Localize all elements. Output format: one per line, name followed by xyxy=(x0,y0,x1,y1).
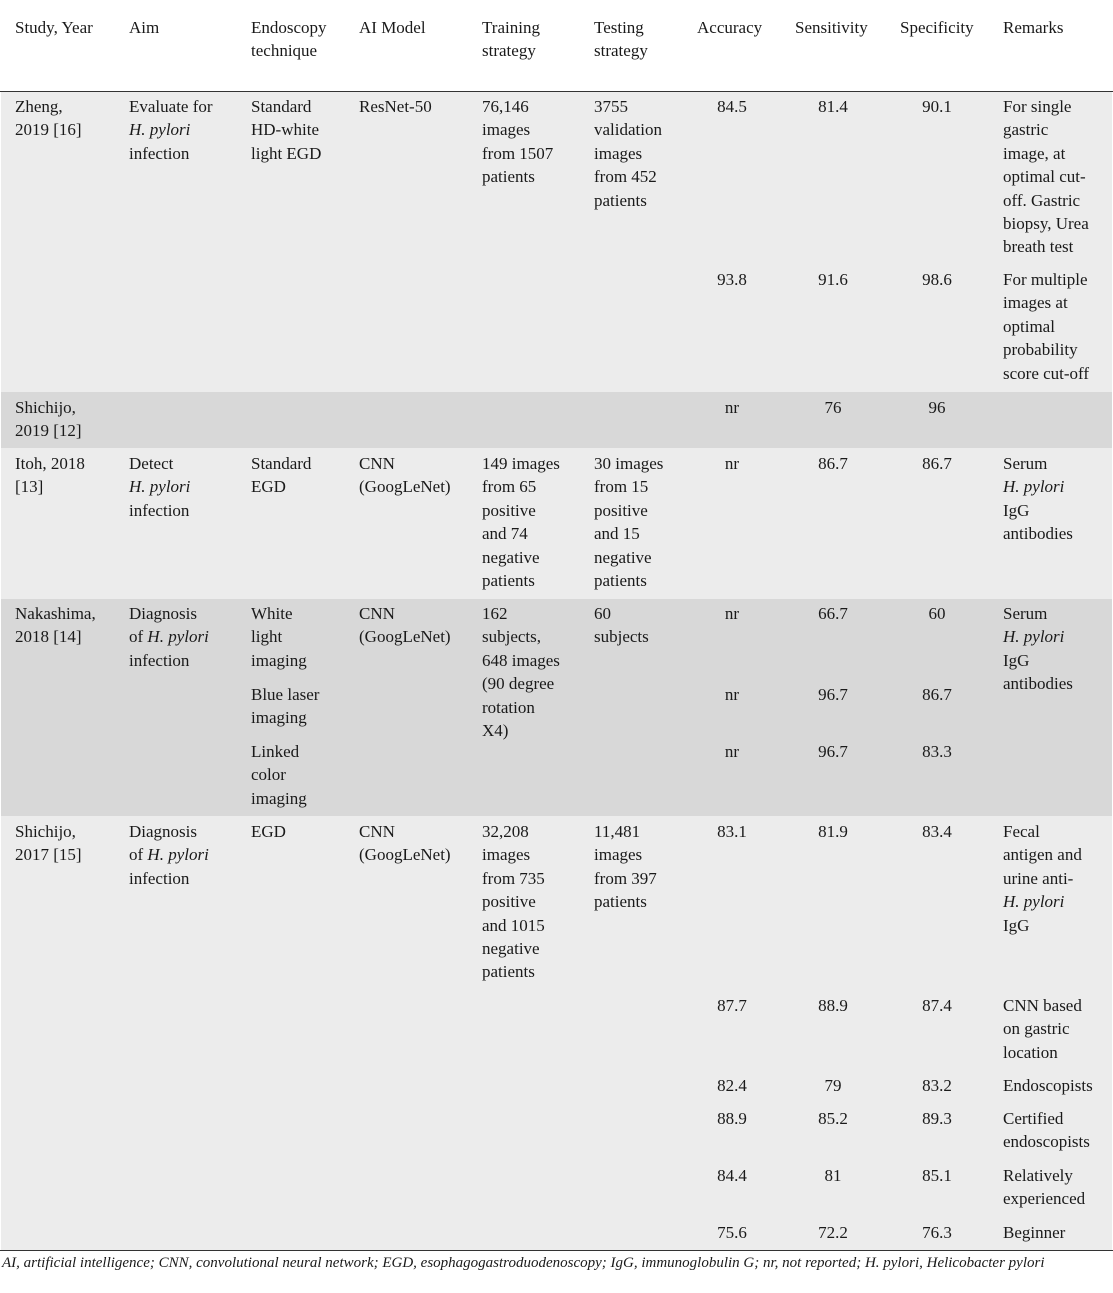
table-header xyxy=(0,0,1113,92)
specificity-cell: 83.4 xyxy=(922,822,952,841)
accuracy-cell: nr xyxy=(724,604,740,623)
study-cell: Nakashima, 2018 [14] xyxy=(15,604,96,647)
specificity-cell: 60 xyxy=(928,604,946,623)
model-cell: ResNet-50 xyxy=(359,97,432,116)
col-header-testing: Testing strategy xyxy=(594,18,648,60)
technique-cell: Linked color imaging xyxy=(251,742,307,808)
col-header-remarks: Remarks xyxy=(1003,18,1064,37)
col-header-accuracy: Accuracy xyxy=(697,18,763,37)
testing-cell: 3755 validation images from 452 patients xyxy=(594,97,662,210)
study-cell: Itoh, 2018 [13] xyxy=(15,454,85,497)
study-cell: Zheng, 2019 [16] xyxy=(15,97,82,140)
testing-cell: 60 subjects xyxy=(594,604,649,647)
col-header-study: Study, Year xyxy=(15,18,93,37)
model-cell: CNN (GoogLeNet) xyxy=(359,822,451,865)
specificity-cell: 86.7 xyxy=(922,685,952,704)
col-header-technique: Endoscopy technique xyxy=(251,18,327,60)
model-cell: CNN (GoogLeNet) xyxy=(359,454,451,497)
accuracy-cell: nr xyxy=(724,685,740,704)
accuracy-cell: 82.4 xyxy=(717,1076,747,1095)
technique-cell: Standard EGD xyxy=(251,454,312,497)
technique-cell: Standard HD-white light EGD xyxy=(251,97,322,163)
col-header-specificity: Specificity xyxy=(900,18,974,37)
remarks-cell: CNN based on gastric location xyxy=(1003,996,1082,1062)
accuracy-cell: 84.4 xyxy=(717,1166,747,1185)
training-cell: 149 images from 65 positive and 74 negative patients xyxy=(482,454,560,591)
col-header-training: Training strategy xyxy=(482,18,540,60)
accuracy-cell: 93.8 xyxy=(717,270,747,289)
specificity-cell: 98.6 xyxy=(922,270,952,289)
remarks-cell: Fecal antigen and urine anti- H. pylori IgG xyxy=(1003,822,1082,935)
specificity-cell: 83.2 xyxy=(922,1076,952,1095)
accuracy-cell: nr xyxy=(724,454,740,473)
aim-cell: Detect H. pylori infection xyxy=(129,454,191,520)
remarks-cell: Certified endoscopists xyxy=(1003,1109,1090,1152)
accuracy-cell: 88.9 xyxy=(717,1109,747,1128)
testing-cell: 11,481 images from 397 patients xyxy=(594,822,657,912)
table-footnote: AI, artificial intelligence; CNN, convolutional neural network; EGD, esophagogastroduodenoscopy; IgG, immunoglobulin G; nr, not reported; H. pylori, Helicobacter pylori xyxy=(2,1255,1045,1271)
aim-cell: Diagnosis of H. pylori infection xyxy=(129,604,209,670)
col-header-aim: Aim xyxy=(129,18,160,37)
accuracy-cell: 87.7 xyxy=(717,996,747,1015)
model-cell: CNN (GoogLeNet) xyxy=(359,604,451,647)
specificity-cell: 83.3 xyxy=(922,742,952,761)
sensitivity-cell: 96.7 xyxy=(818,685,848,704)
sensitivity-cell: 79 xyxy=(824,1076,842,1095)
accuracy-cell: nr xyxy=(724,742,740,761)
training-cell: 162 subjects, 648 images (90 degree rotation X4) xyxy=(482,604,560,741)
training-cell: 32,208 images from 735 positive and 1015 negative patients xyxy=(482,822,545,982)
specificity-cell: 90.1 xyxy=(922,97,952,116)
aim-cell: Evaluate for H. pylori infection xyxy=(129,97,213,163)
sensitivity-cell: 81.4 xyxy=(818,97,848,116)
specificity-cell: 96 xyxy=(928,398,946,417)
sensitivity-cell: 66.7 xyxy=(818,604,848,623)
table-bottom-rule xyxy=(0,1250,1113,1251)
testing-cell: 30 images from 15 positive and 15 negative patients xyxy=(594,454,664,591)
remarks-cell: Beginner xyxy=(1003,1223,1066,1242)
technique-cell: Blue laser imaging xyxy=(251,685,320,728)
sensitivity-cell: 96.7 xyxy=(818,742,848,761)
sensitivity-cell: 76 xyxy=(824,398,842,417)
study-cell: Shichijo, 2017 [15] xyxy=(15,822,82,865)
col-header-model: AI Model xyxy=(359,18,426,37)
technique-cell: EGD xyxy=(251,822,286,841)
training-cell: 76,146 images from 1507 patients xyxy=(482,97,554,187)
technique-cell: White light imaging xyxy=(251,604,307,670)
sensitivity-cell: 81.9 xyxy=(818,822,848,841)
accuracy-cell: 83.1 xyxy=(717,822,747,841)
aim-cell: Diagnosis of H. pylori infection xyxy=(129,822,209,888)
remarks-cell: For multiple images at optimal probability score cut-off xyxy=(1003,270,1090,383)
specificity-cell: 86.7 xyxy=(922,454,952,473)
specificity-cell: 87.4 xyxy=(922,996,952,1015)
sensitivity-cell: 86.7 xyxy=(818,454,848,473)
remarks-cell: Endoscopists xyxy=(1003,1076,1093,1095)
specificity-cell: 85.1 xyxy=(922,1166,952,1185)
accuracy-cell: 84.5 xyxy=(717,97,747,116)
sensitivity-cell: 91.6 xyxy=(818,270,848,289)
remarks-cell: For single gastric image, at optimal cut- off. Gastric biopsy, Urea breath test xyxy=(1003,97,1089,257)
accuracy-cell: 75.6 xyxy=(717,1223,747,1242)
remarks-cell: Serum H. pylori IgG antibodies xyxy=(1003,454,1073,544)
accuracy-cell: nr xyxy=(724,398,740,417)
sensitivity-cell: 72.2 xyxy=(818,1223,848,1242)
sensitivity-cell: 85.2 xyxy=(818,1109,848,1128)
remarks-cell: Relatively experienced xyxy=(1003,1166,1086,1209)
sensitivity-cell: 88.9 xyxy=(818,996,848,1015)
study-cell: Shichijo, 2019 [12] xyxy=(15,398,82,441)
sensitivity-cell: 81 xyxy=(824,1166,842,1185)
specificity-cell: 76.3 xyxy=(922,1223,952,1242)
specificity-cell: 89.3 xyxy=(922,1109,952,1128)
remarks-cell: Serum H. pylori IgG antibodies xyxy=(1003,604,1073,694)
col-header-sensitivity: Sensitivity xyxy=(795,18,868,37)
